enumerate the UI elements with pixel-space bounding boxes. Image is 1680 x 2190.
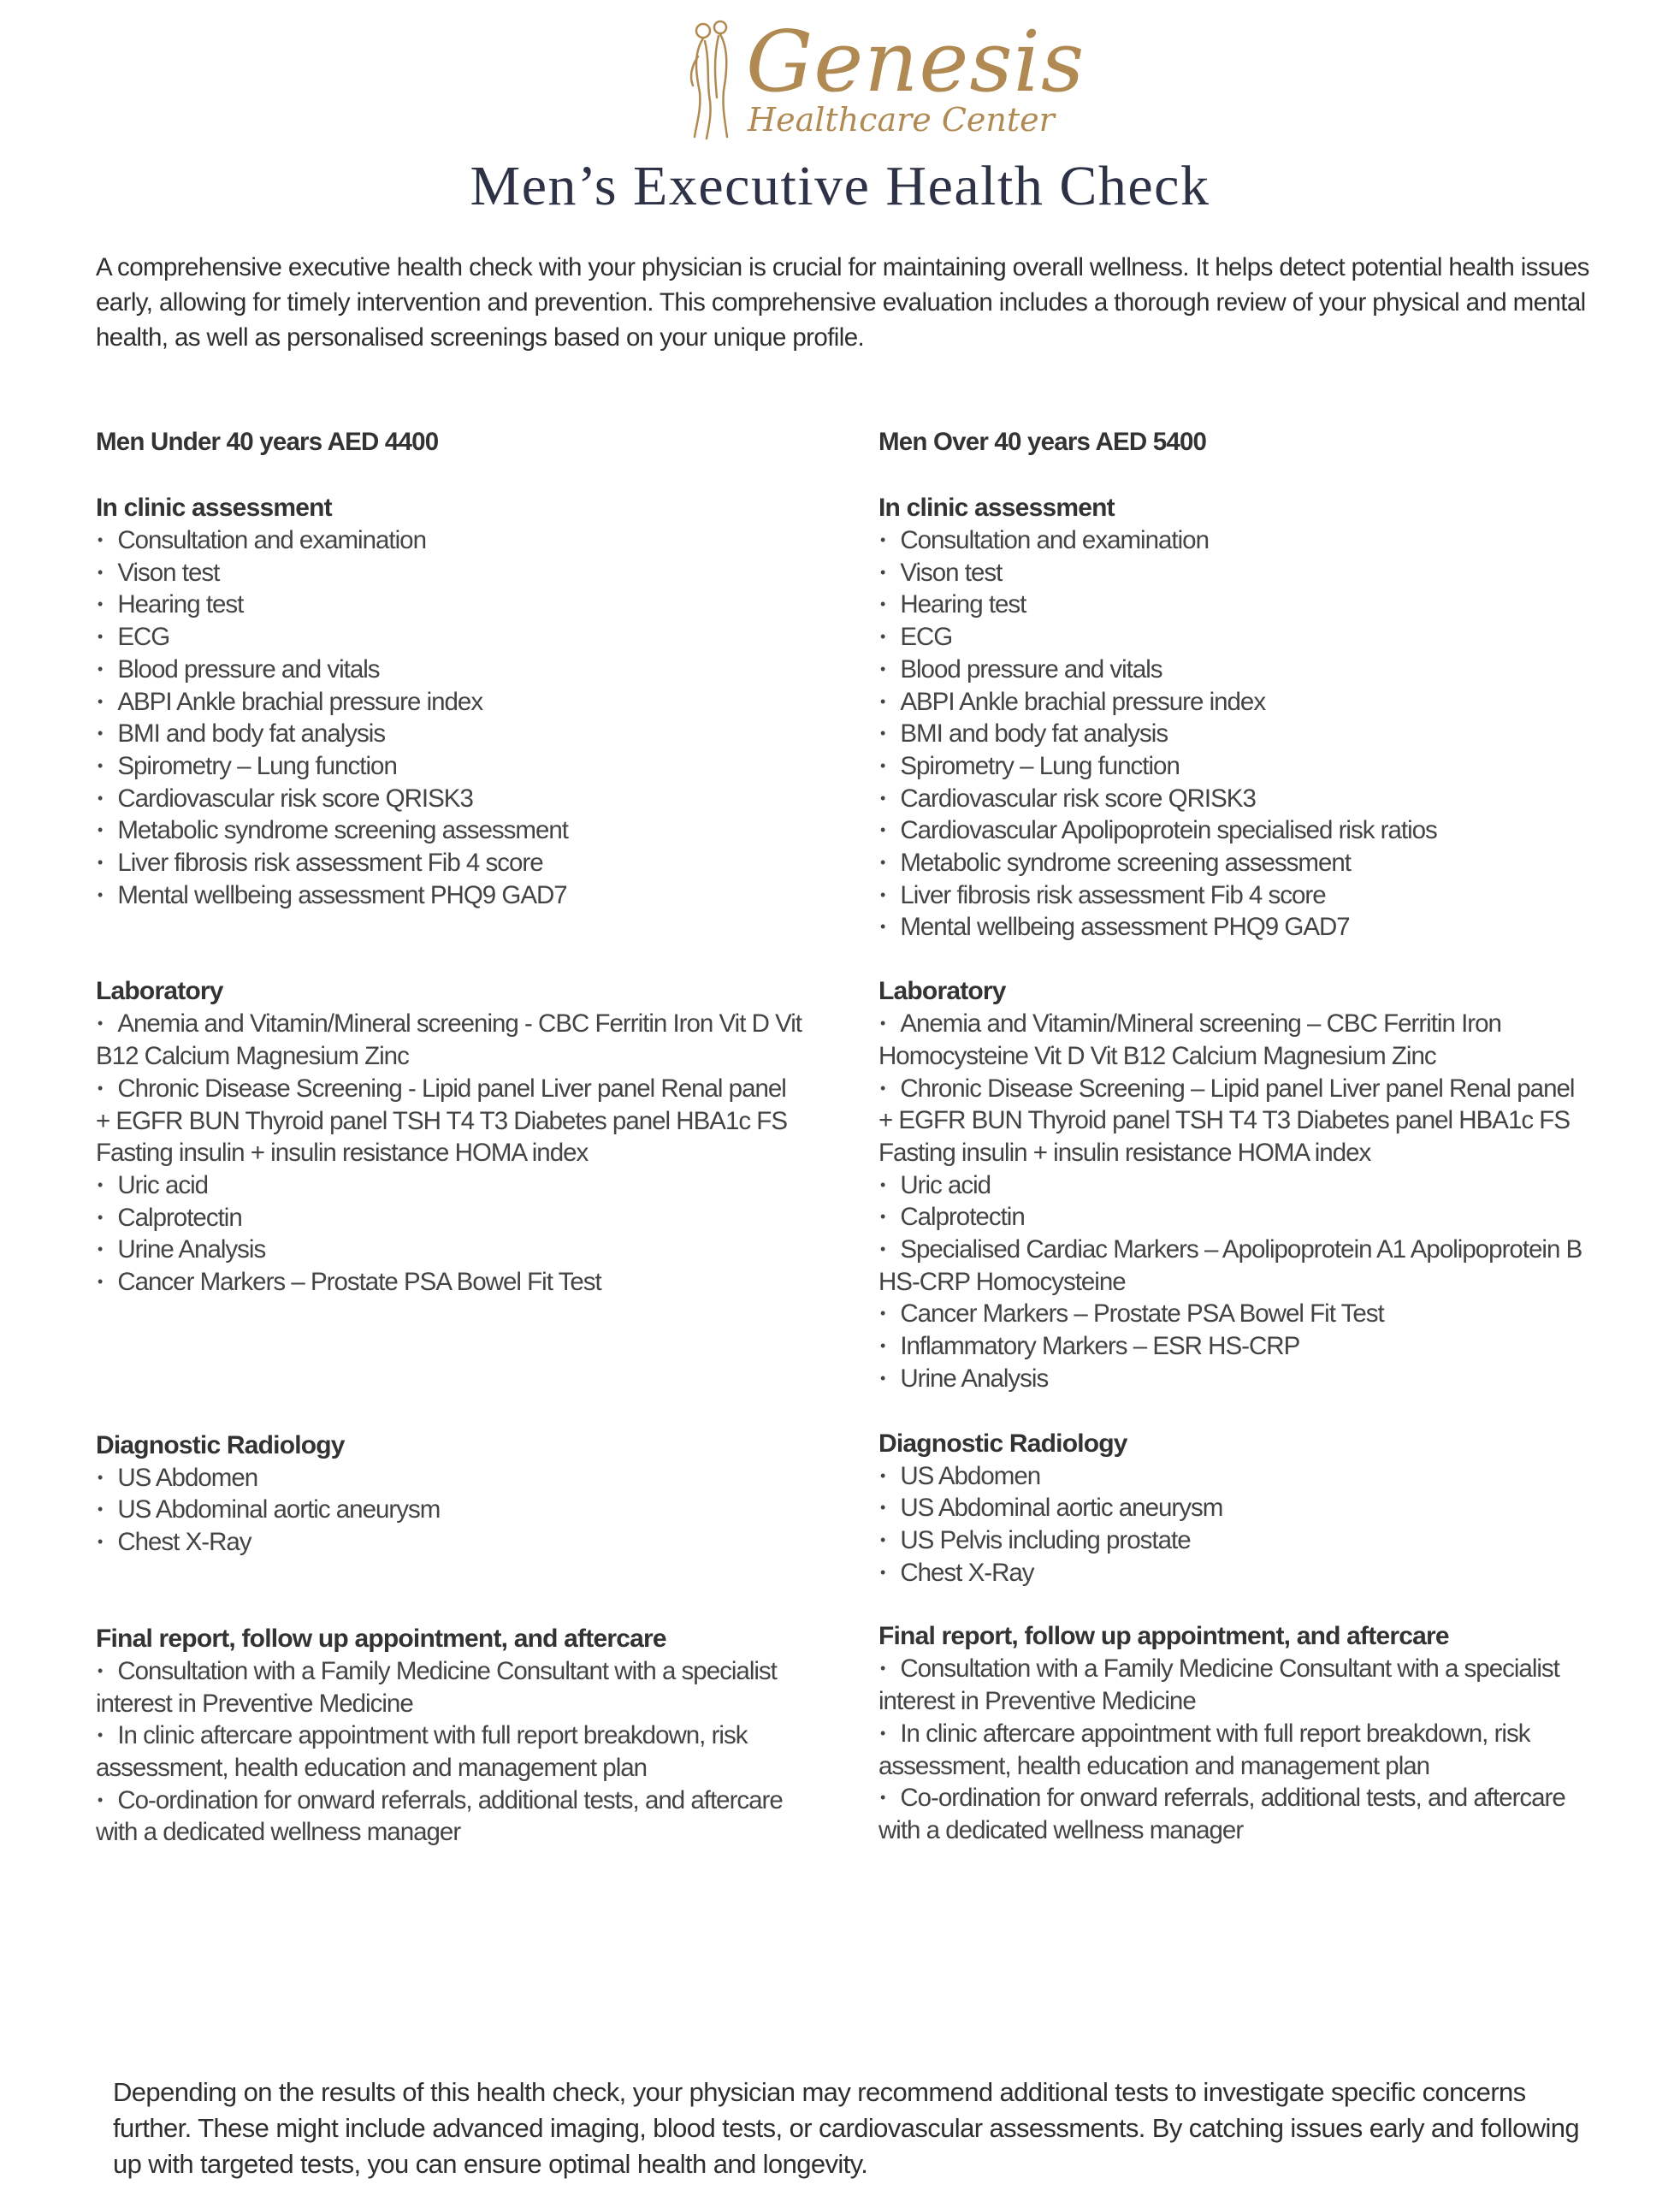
clinic-section-title: In clinic assessment — [878, 494, 1115, 522]
package-price: Men Over 40 years AED 5400 — [878, 428, 1207, 456]
list-item: • Specialised Cardiac Markers – Apolipoprotein A1 Apolipoprotein B HS-CRP Homocysteine — [878, 1234, 1588, 1298]
figures-icon — [684, 15, 744, 144]
lab-section-title: Laboratory — [878, 977, 1006, 1006]
list-item: • US Abdominal aortic aneurysm — [96, 1494, 806, 1526]
clinic-section-title: In clinic assessment — [96, 494, 332, 522]
radiology-section-title: Diagnostic Radiology — [878, 1429, 1127, 1458]
list-item: • In clinic aftercare appointment with full report breakdown, risk assessment, health education and management plan — [878, 1718, 1588, 1782]
list-item: • ABPI Ankle brachial pressure index — [878, 686, 1588, 719]
list-item: • ECG — [96, 621, 806, 654]
list-item: • ECG — [878, 621, 1588, 654]
final-section-title: Final report, follow up appointment, and aftercare — [878, 1622, 1449, 1651]
list-item: • Calprotectin — [878, 1201, 1588, 1234]
lab-section-title: Laboratory — [96, 977, 223, 1006]
final-list — [96, 1655, 806, 1849]
list-item: • Cancer Markers – Prostate PSA Bowel Fit Test — [878, 1298, 1588, 1330]
list-item: • US Pelvis including prostate — [878, 1524, 1588, 1557]
list-item: • Anemia and Vitamin/Mineral screening - CBC Ferritin Iron Vit D Vit B12 Calcium Magnesium Zinc — [96, 1008, 806, 1072]
list-item: • Co-ordination for onward referrals, additional tests, and aftercare with a dedicated wellness manager — [96, 1785, 806, 1849]
list-item: • Chronic Disease Screening – Lipid panel Liver panel Renal panel + EGFR BUN Thyroid panel TSH T4 T3 Diabetes panel HBA1c FS Fasting insulin + insulin resistance HOMA index — [878, 1073, 1588, 1169]
list-item: • US Abdomen — [878, 1460, 1588, 1493]
intro-paragraph: A comprehensive executive health check with your physician is crucial for maintaining overall wellness. It helps detect potential health issues early, allowing for timely intervention and prevention. This comprehensive evaluation includes a thorough review of your physical and mental health, as well as personalised screenings based on your unique profile. — [96, 253, 1589, 352]
lab-list — [878, 1008, 1588, 1394]
list-item: • ABPI Ankle brachial pressure index — [96, 686, 806, 719]
list-item: • Hearing test — [878, 589, 1588, 621]
list-item: • US Abdomen — [96, 1462, 806, 1495]
list-item: • Vison test — [878, 557, 1588, 589]
brand-name: Genesis — [746, 14, 1085, 111]
list-item: • Consultation with a Family Medicine Consultant with a specialist interest in Preventive Medicine — [878, 1653, 1588, 1717]
list-item: • Chest X-Ray — [878, 1557, 1588, 1589]
list-item: • Cardiovascular risk score QRISK3 — [878, 783, 1588, 815]
package-under-40 — [96, 428, 806, 1849]
list-item: • Uric acid — [96, 1169, 806, 1202]
list-item: • Metabolic syndrome screening assessment — [878, 847, 1588, 879]
lab-list — [96, 1008, 806, 1298]
brand-subtitle: Healthcare Center — [748, 101, 1055, 139]
radiology-list — [96, 1462, 806, 1559]
footer-note: Depending on the results of this health check, your physician may recommend additional tests to investigate specific concerns further. These might include advanced imaging, blood tests, or cardiovascular assessments. By catching issues early and following up with targeted tests, you can ensure optimal health and longevity. — [113, 2077, 1580, 2179]
list-item: • Vison test — [96, 557, 806, 589]
list-item: • Urine Analysis — [96, 1234, 806, 1266]
list-item: • Liver fibrosis risk assessment Fib 4 score — [96, 847, 806, 879]
list-item: • Chronic Disease Screening - Lipid panel Liver panel Renal panel + EGFR BUN Thyroid panel TSH T4 T3 Diabetes panel HBA1c FS Fasting insulin + insulin resistance HOMA index — [96, 1073, 806, 1169]
list-item: • Co-ordination for onward referrals, additional tests, and aftercare with a dedicated wellness manager — [878, 1782, 1588, 1846]
list-item: • Spirometry – Lung function — [878, 750, 1588, 783]
list-item: • Anemia and Vitamin/Mineral screening – CBC Ferritin Iron Homocysteine Vit D Vit B12 Calcium Magnesium Zinc — [878, 1008, 1588, 1072]
package-price: Men Under 40 years AED 4400 — [96, 428, 439, 456]
list-item: • Mental wellbeing assessment PHQ9 GAD7 — [878, 911, 1588, 944]
list-item: • Calprotectin — [96, 1202, 806, 1234]
list-item: • BMI and body fat analysis — [878, 718, 1588, 750]
list-item: • Spirometry – Lung function — [96, 750, 806, 783]
radiology-list — [878, 1460, 1588, 1589]
list-item: • Urine Analysis — [878, 1363, 1588, 1395]
list-item: • Hearing test — [96, 589, 806, 621]
page-title: Men’s Executive Health Check — [470, 155, 1210, 217]
brand-logo — [684, 14, 1085, 144]
list-item: • Uric acid — [878, 1169, 1588, 1202]
list-item: • Chest X-Ray — [96, 1526, 806, 1559]
list-item: • BMI and body fat analysis — [96, 718, 806, 750]
final-list — [878, 1653, 1588, 1846]
list-item: • Cardiovascular risk score QRISK3 — [96, 783, 806, 815]
final-section-title: Final report, follow up appointment, and aftercare — [96, 1624, 666, 1653]
list-item: • Liver fibrosis risk assessment Fib 4 score — [878, 879, 1588, 912]
list-item: • Cancer Markers – Prostate PSA Bowel Fit Test — [96, 1266, 806, 1299]
list-item: • Consultation and examination — [96, 524, 806, 557]
package-over-40 — [878, 428, 1588, 1847]
list-item: • Mental wellbeing assessment PHQ9 GAD7 — [96, 879, 806, 912]
list-item: • Inflammatory Markers – ESR HS-CRP — [878, 1330, 1588, 1363]
list-item: • Blood pressure and vitals — [96, 654, 806, 686]
list-item: • US Abdominal aortic aneurysm — [878, 1492, 1588, 1524]
list-item: • In clinic aftercare appointment with full report breakdown, risk assessment, health education and management plan — [96, 1719, 806, 1784]
clinic-list — [878, 524, 1588, 944]
list-item: • Metabolic syndrome screening assessment — [96, 814, 806, 847]
list-item: • Consultation and examination — [878, 524, 1588, 557]
list-item: • Blood pressure and vitals — [878, 654, 1588, 686]
radiology-section-title: Diagnostic Radiology — [96, 1430, 345, 1459]
list-item: • Cardiovascular Apolipoprotein specialised risk ratios — [878, 814, 1588, 847]
clinic-list — [96, 524, 806, 911]
list-item: • Consultation with a Family Medicine Consultant with a specialist interest in Preventive Medicine — [96, 1655, 806, 1719]
